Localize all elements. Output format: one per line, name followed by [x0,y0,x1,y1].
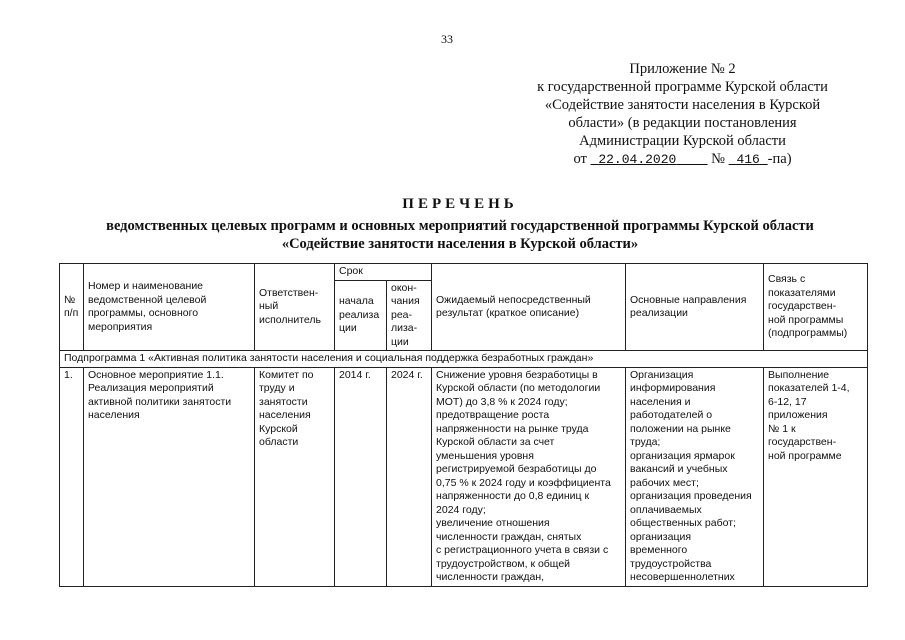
date-prefix: от [573,151,587,167]
header-executor: Ответствен- ный исполнитель [255,264,335,351]
row-directions: Организация информирования населения и работодателей о положении на рынке труда; организация ярмарок вакансий и учебных рабочих мест; организация проведения оплачиваемых общественных работ; организация временного трудоустройства несовершеннолетних [626,367,764,586]
appendix-line-1: Приложение № 2 [629,61,736,77]
header-term: Срок [335,264,432,281]
resolution-number: 416 [736,152,760,167]
header-end: окон- чания реа- лиза- ции [387,280,432,351]
appendix-line-4: области» (в редакции постановления [568,115,797,131]
row-result: Снижение уровня безработицы в Курской области (по методологии МОТ) до 3,8 % к 2024 году; предотвращение роста напряженности на рынке труда Курской области за счет уменьшения уровня регистрируемой безработицы до 0,75 % к 2024 году и коэффициента напряженности до 0,8 единиц к 2024 году; увеличение отношения численности граждан, снятых с регистрационного учета в связи с трудоустройством, к общей численности граждан, [432,367,626,586]
appendix-line-5: Администрации Курской области [579,133,786,149]
appendix-block [520,60,845,169]
measures-table [59,263,868,587]
appendix-date-line [520,150,845,169]
number-suffix: -па) [767,151,792,167]
resolution-date: 22.04.2020 [598,152,677,167]
header-start: начала реализа ции [335,280,387,351]
row-start: 2014 г. [335,367,387,586]
table-row [60,367,868,586]
title-main: ПЕРЕЧЕНЬ [402,196,518,212]
appendix-line-2: к государственной программе Курской области [537,79,828,95]
row-name: Основное мероприятие 1.1. Реализация мероприятий активной политики занятости населения [84,367,255,586]
subprogram-title: Подпрограмма 1 «Активная политика занятости населения и социальная поддержка безработных граждан» [60,351,868,368]
header-result: Ожидаемый непосредственный результат (краткое описание) [432,264,626,351]
header-link: Связь с показателями государствен- ной программы (подпрограммы) [764,264,868,351]
header-num: № п/п [60,264,84,351]
number-prefix: № [711,151,726,167]
subprogram-row [60,351,868,368]
row-end: 2024 г. [387,367,432,586]
header-name: Номер и наименование ведомственной целевой программы, основного мероприятия [84,264,255,351]
appendix-line-3: «Содействие занятости населения в Курской [544,97,821,113]
row-executor: Комитет по труду и занятости населения Курской области [255,367,335,586]
header-directions: Основные направления реализации [626,264,764,351]
document-title [40,196,880,253]
title-sub-2: «Содействие занятости населения в Курской области» [281,236,639,252]
row-num: 1. [60,367,84,586]
page-number: 33 [441,32,453,46]
header-row-1 [60,264,868,281]
row-link: Выполнение показателей 1-4, 6-12, 17 приложения № 1 к государствен- ной программе [764,367,868,586]
title-sub-1: ведомственных целевых программ и основных мероприятий государственной программы Курской области [106,218,814,234]
